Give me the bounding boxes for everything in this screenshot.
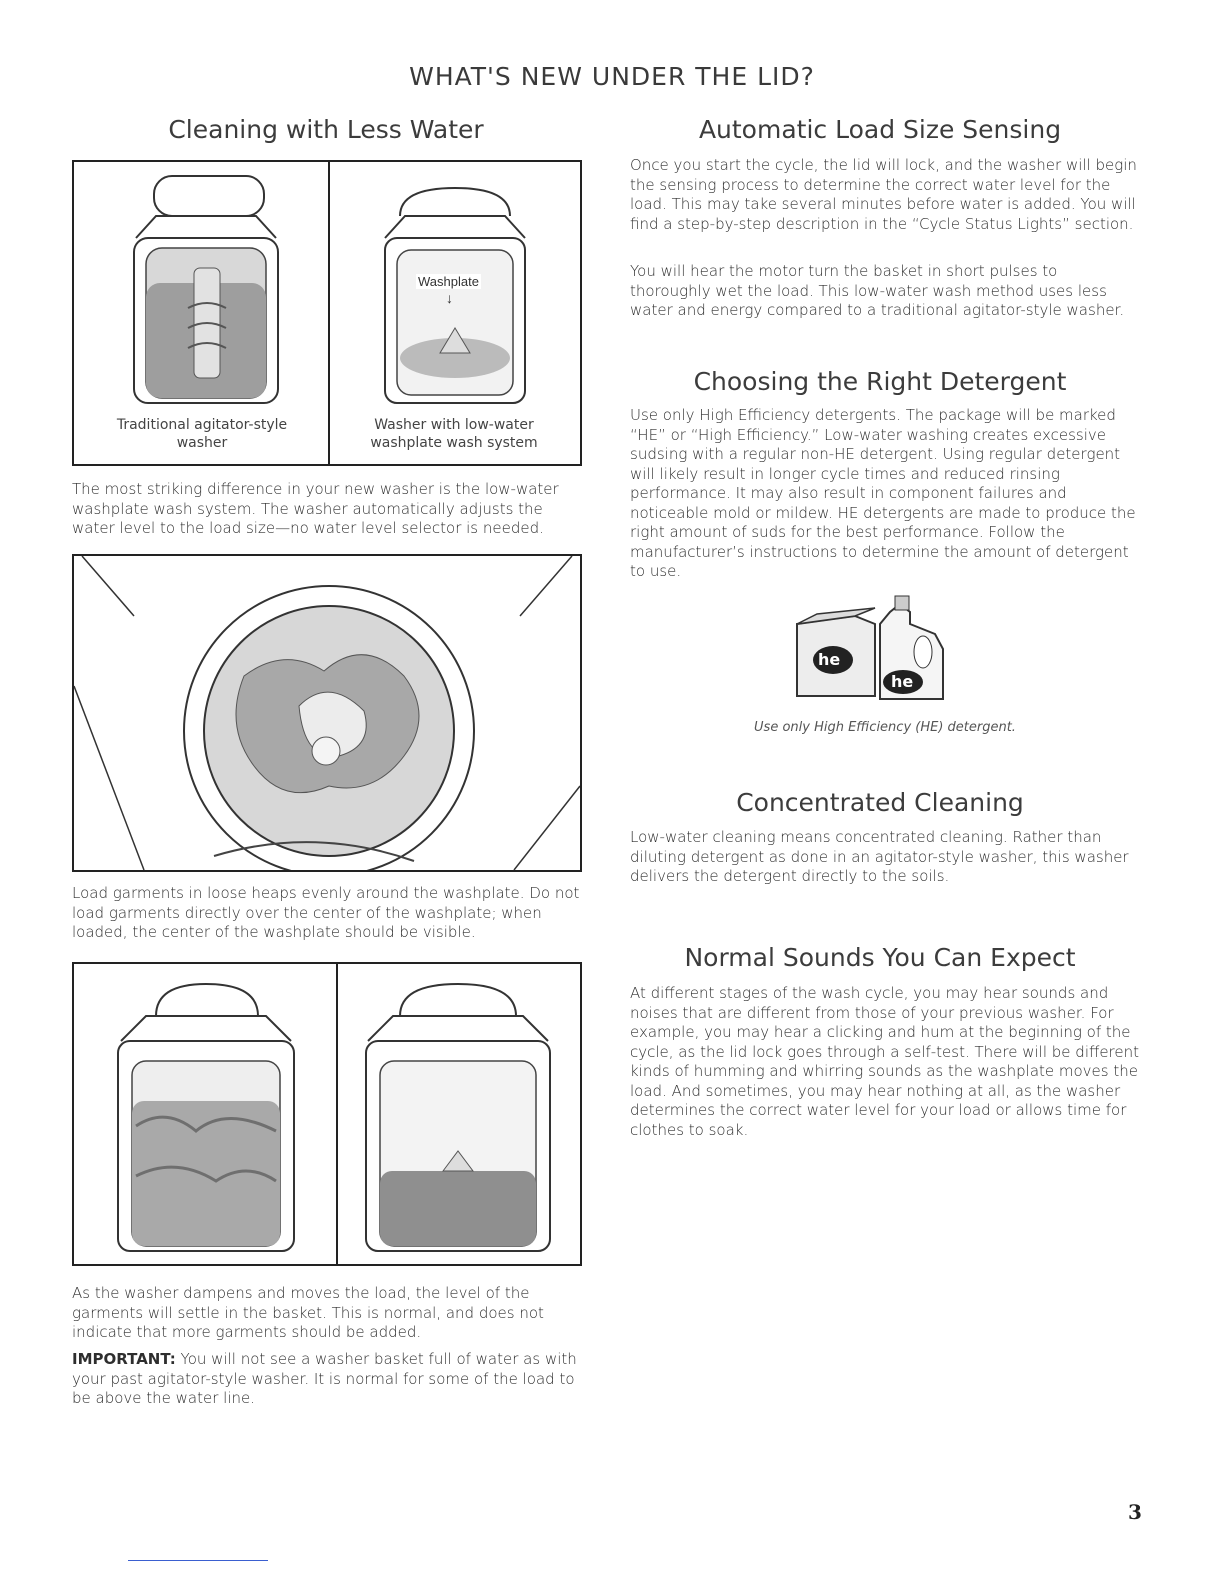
figure-washer-comparison xyxy=(72,160,582,466)
heading-sensing: Automatic Load Size Sensing xyxy=(698,115,1062,144)
washplate-washer-illustration xyxy=(330,168,580,418)
detergent-caption: Use only High Efficiency (HE) detergent. xyxy=(754,720,1016,735)
settled-load-washer-right xyxy=(338,966,582,1262)
he-logo-bottle: he xyxy=(891,672,914,691)
caption-agitator-washer: Traditional agitator-style washer xyxy=(116,417,288,451)
heading-concentrated: Concentrated Cleaning xyxy=(736,788,1024,817)
important-label: IMPORTANT: xyxy=(72,1350,176,1368)
heading-sounds: Normal Sounds You Can Expect xyxy=(684,943,1076,972)
washplate-label: Washplate xyxy=(418,274,479,289)
footer-line xyxy=(128,1560,268,1561)
agitator-washer-illustration xyxy=(76,168,326,418)
he-logo-box: he xyxy=(818,650,841,669)
cleaning-paragraph-1: The most striking difference in your new washer is the low-water washplate wash system. The washer automatically adjusts the water level to the load size—no water level selector is needed. xyxy=(72,480,559,537)
page-number: 3 xyxy=(1128,1500,1142,1524)
important-note xyxy=(72,1350,584,1409)
loaded-washplate-illustration xyxy=(74,556,580,870)
heading-cleaning: Cleaning with Less Water xyxy=(168,115,484,144)
cleaning-paragraph-2: Load garments in loose heaps evenly around the washplate. Do not load garments directly over the center of the washplate; when loaded, the center of the washplate should be visible. xyxy=(72,884,580,941)
sensing-paragraph-1: Once you start the cycle, the lid will lock, and the washer will begin the sensing process to determine the correct water level for the load. This may take several minutes before water is added. You will find a step-by-step description in the “Cycle Status Lights” section. xyxy=(630,156,1137,233)
sensing-paragraph-2: You will hear the motor turn the basket in short pulses to thoroughly wet the load. This low-water wash method uses less water and energy compared to a traditional agitator-style washer. xyxy=(630,262,1125,319)
figure-settled-load xyxy=(72,962,582,1266)
sounds-paragraph: At different stages of the wash cycle, you may hear sounds and noises that are different from those of your previous washer. For example, you may hear a clicking and hum at the beginning of the cycle, as the lid lock goes through a self-test. There will be different kinds of humming and whirring sounds as the washplate moves the load. And sometimes, you may hear nothing at all, as the washer determines the correct water level for your load or allows time for clothes to soak. xyxy=(630,984,1140,1139)
important-text: You will not see a washer basket full of water as with your past agitator-style washer. It is normal for some of the load to be above the water line. xyxy=(72,1350,577,1407)
concentrated-paragraph: Low-water cleaning means concentrated cleaning. Rather than diluting detergent as done in an agitator-style washer, this washer delivers the detergent directly to the soils. xyxy=(630,828,1129,885)
washplate-arrow-icon: ↓ xyxy=(446,290,453,306)
cleaning-paragraph-3: As the washer dampens and moves the load, the level of the garments will settle in the basket. This is normal, and does not indicate that more garments should be added. xyxy=(72,1284,544,1341)
figure-loaded-washplate xyxy=(72,554,582,872)
settled-load-washer-left xyxy=(76,966,334,1262)
page-title: WHAT'S NEW UNDER THE LID? xyxy=(409,62,815,91)
heading-detergent: Choosing the Right Detergent xyxy=(693,367,1067,396)
caption-washplate-washer: Washer with low-water washplate wash system xyxy=(370,417,538,451)
detergent-paragraph: Use only High Efficiency detergents. The package will be marked “HE” or “High Efficiency.” Low-water washing creates excessive sudsing with a regular non-HE detergent. Using regular detergent will likely result in longer cycle times and reduced rinsing performance. It may also result in component failures and noticeable mold or mildew. HE detergents are made to produce the right amount of suds for the best performance. Follow the manufacturer’s instructions to determine the amount of detergent to use. xyxy=(630,406,1136,580)
